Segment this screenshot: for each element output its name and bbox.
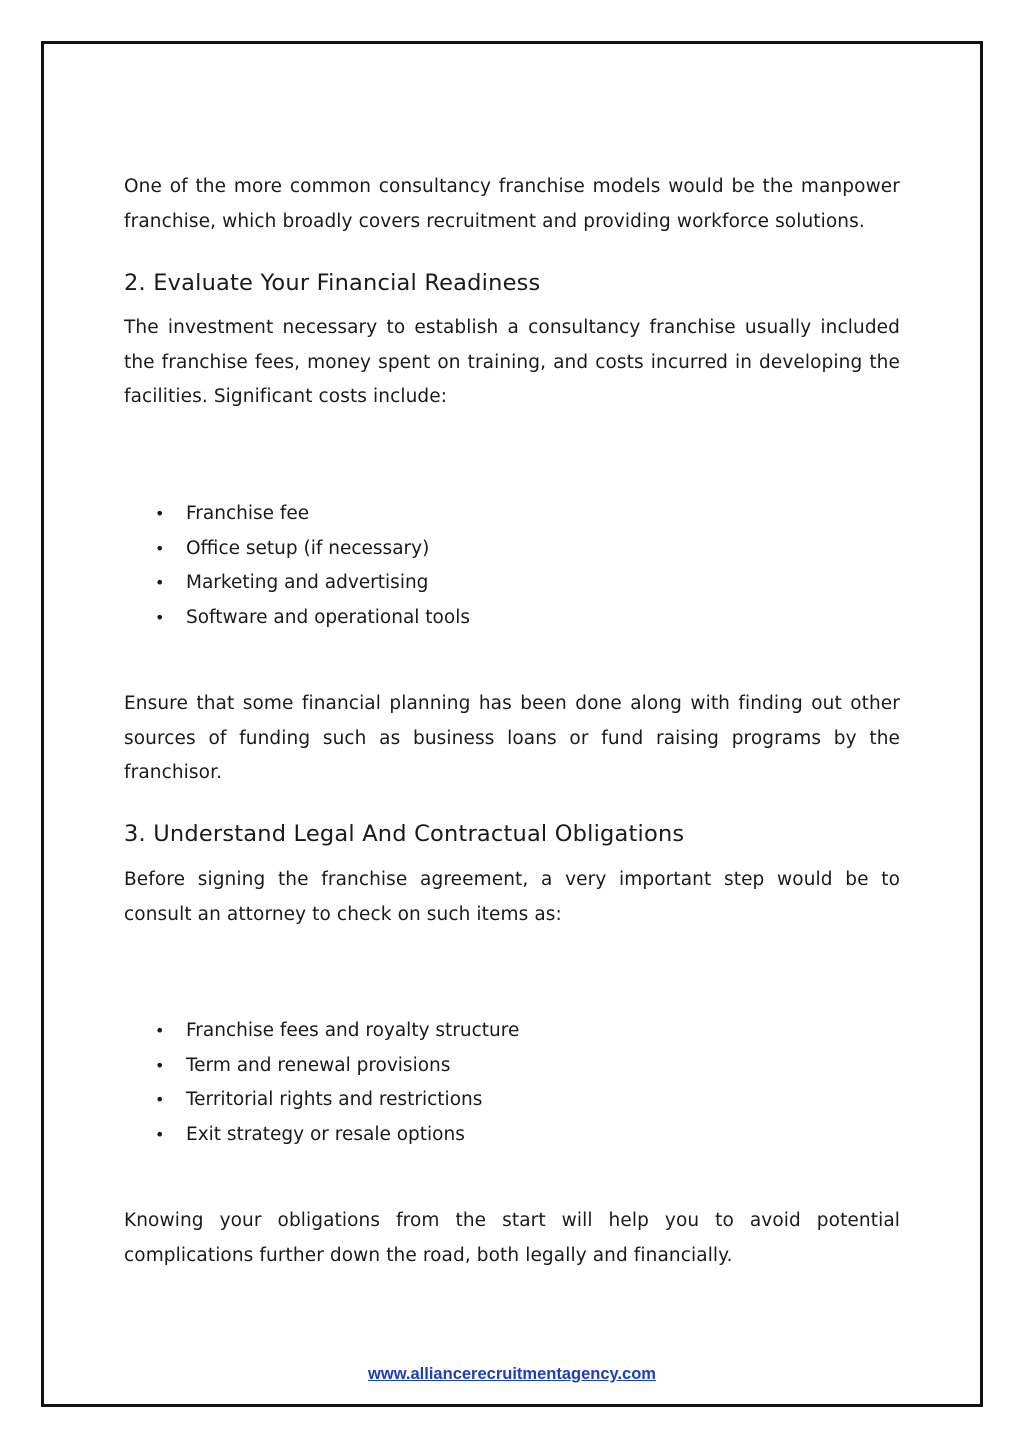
- list-item-label: Franchise fees and royalty structure: [186, 1020, 520, 1041]
- bullet-dot-icon: •: [155, 607, 165, 627]
- intro-block: [124, 170, 900, 239]
- list-item-label: Marketing and advertising: [186, 572, 429, 593]
- list-item: [124, 1014, 900, 1049]
- section-3-list-block: [124, 1014, 900, 1152]
- section-3-closing-paragraph: Knowing your obligations from the start will help you to avoid potential complications further down the road, both legally and financially.: [124, 1210, 900, 1266]
- intro-paragraph: One of the more common consultancy franchise models would be the manpower franchise, which broadly covers recruitment and providing workforce solutions.: [124, 176, 900, 232]
- bullet-dot-icon: •: [155, 1124, 165, 1144]
- bullet-dot-icon: •: [155, 1021, 165, 1040]
- section-3-intro-block: [124, 863, 900, 932]
- section-2-bullet-list: [124, 497, 900, 635]
- list-item: [124, 1083, 900, 1118]
- bullet-dot-icon: •: [155, 573, 165, 592]
- section-2-closing-block: [124, 687, 900, 791]
- section-2-intro-block: [124, 311, 900, 415]
- section-2-closing-paragraph: Ensure that some financial planning has been done along with finding out other sources of funding such as business loans or fund raising programs by the franchisor.: [124, 693, 900, 783]
- bullet-dot-icon: •: [155, 1055, 165, 1075]
- list-item: [124, 532, 900, 567]
- list-item: [124, 497, 900, 532]
- list-item-label: Office setup (if necessary): [186, 537, 430, 559]
- list-item-label: Software and operational tools: [186, 606, 470, 628]
- list-item-label: Franchise fee: [186, 503, 310, 524]
- section-3-bullet-list: [124, 1014, 900, 1152]
- section-2-heading: 2. Evaluate Your Financial Readiness: [124, 270, 541, 296]
- section-2-heading-block: [124, 268, 900, 298]
- website-link[interactable]: www.alliancerecruitmentagency.com: [368, 1365, 656, 1383]
- list-item: [124, 601, 900, 636]
- list-item-label: Term and renewal provisions: [186, 1054, 451, 1076]
- list-item: [124, 566, 900, 601]
- bullet-dot-icon: •: [155, 1090, 165, 1109]
- list-item-label: Territorial rights and restrictions: [186, 1089, 483, 1110]
- list-item: [124, 1118, 900, 1153]
- section-2-paragraph: The investment necessary to establish a consultancy franchise usually included the franchise fees, money spent on training, and costs incurred in developing the facilities. Significant costs include:: [124, 317, 900, 407]
- bullet-dot-icon: •: [155, 504, 165, 523]
- list-item: [124, 1049, 900, 1084]
- section-2-list-block: [124, 497, 900, 635]
- bullet-dot-icon: •: [155, 538, 165, 558]
- section-3-closing-block: [124, 1204, 900, 1273]
- section-3-paragraph: Before signing the franchise agreement, a very important step would be to consult an attorney to check on such items as:: [124, 869, 900, 925]
- list-item-label: Exit strategy or resale options: [186, 1123, 465, 1145]
- section-3-heading-block: [124, 819, 900, 849]
- section-3-heading: 3. Understand Legal And Contractual Obligations: [124, 821, 685, 847]
